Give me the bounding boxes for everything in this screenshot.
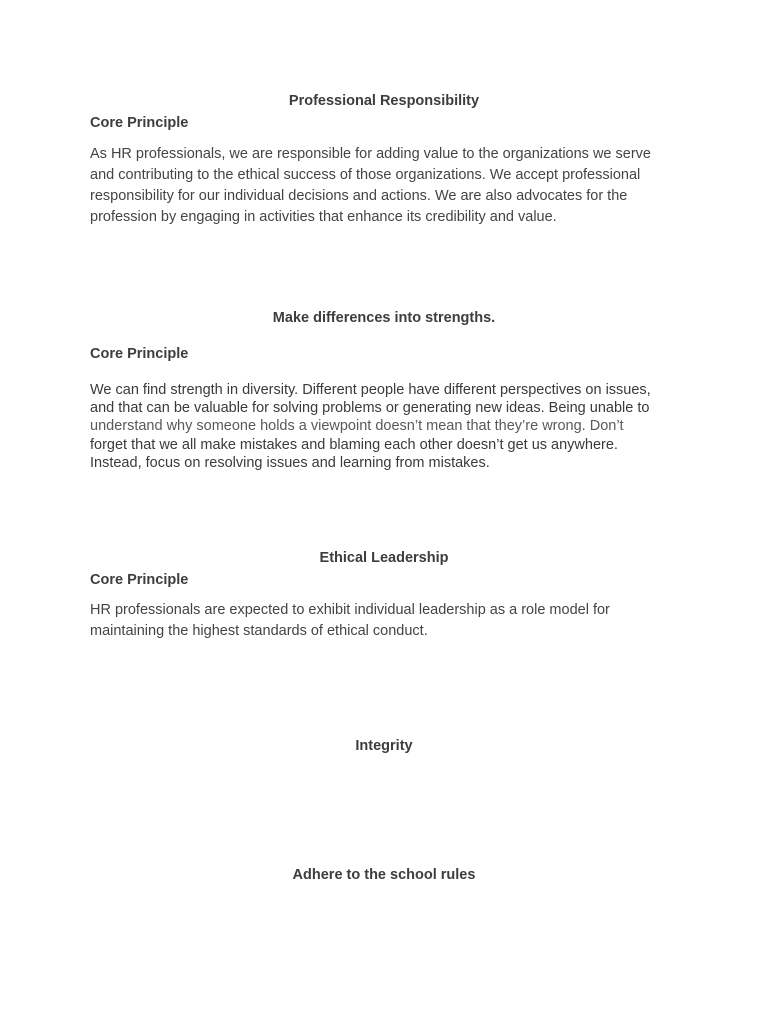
section-body-paragraph [90, 381, 690, 472]
section-subheading-core-principle: Core Principle [90, 115, 189, 131]
section-body-paragraph [90, 144, 690, 228]
paragraph-line: HR professionals are expected to exhibit individual leadership as a role model for [90, 602, 610, 618]
paragraph-line: understand why someone holds a viewpoint doesn’t mean that they’re wrong. Don’t [90, 418, 624, 435]
paragraph-line: profession by engaging in activities that enhance its credibility and value. [90, 209, 557, 225]
section-heading-integrity: Integrity [355, 738, 413, 754]
section-heading-ethical-leadership: Ethical Leadership [319, 550, 449, 566]
paragraph-line: responsibility for our individual decisions and actions. We are also advocates for the [90, 188, 628, 204]
section-heading-professional-responsibility: Professional Responsibility [288, 93, 480, 109]
paragraph-line: forget that we all make mistakes and blaming each other doesn’t get us anywhere. [90, 436, 618, 453]
paragraph-line: and contributing to the ethical success of those organizations. We accept professional [90, 167, 641, 183]
paragraph-line: and that can be valuable for solving problems or generating new ideas. Being unable to [90, 400, 650, 417]
section-heading-make-differences: Make differences into strengths. [272, 310, 496, 326]
section-body-paragraph [90, 600, 690, 642]
section-heading-school-rules: Adhere to the school rules [292, 867, 476, 883]
paragraph-line: maintaining the highest standards of ethical conduct. [90, 623, 428, 639]
paragraph-line: We can find strength in diversity. Different people have different perspectives on issues, [90, 382, 651, 398]
section-subheading-core-principle: Core Principle [90, 346, 189, 362]
section-subheading-core-principle: Core Principle [90, 572, 189, 588]
paragraph-line: As HR professionals, we are responsible for adding value to the organizations we serve [90, 146, 651, 162]
paragraph-line: Instead, focus on resolving issues and learning from mistakes. [90, 454, 490, 471]
